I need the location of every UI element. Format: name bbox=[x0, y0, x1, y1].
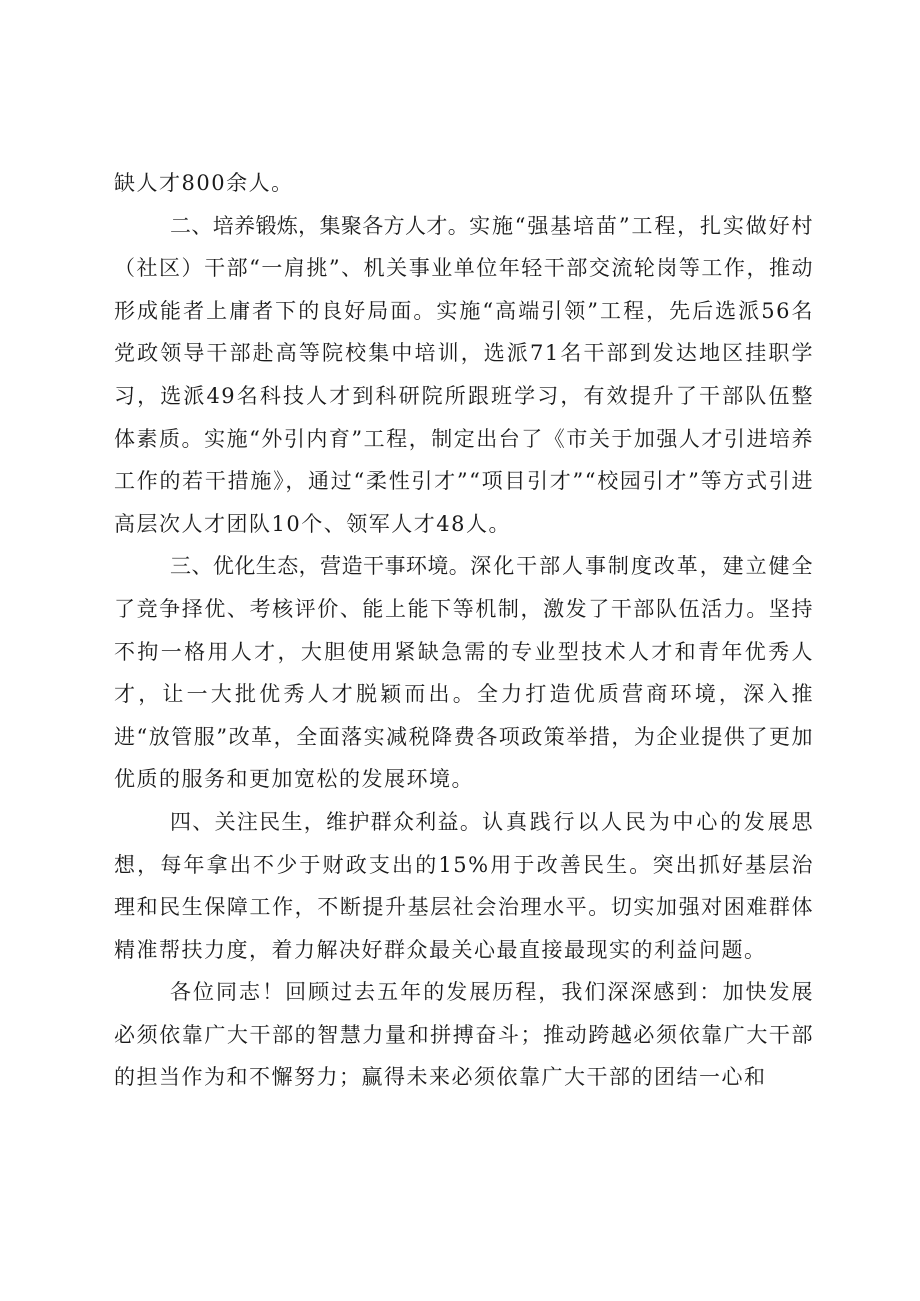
paragraph-text: 各位同志！回顾过去五年的发展历程，我们深深感到：加快发展必须依靠广大干部的智慧力量和拼搏奋斗；推动跨越必须依靠广大干部的担当作为和不懈努力；赢得未来必须依靠广大干部的团结一心和 bbox=[114, 980, 814, 1090]
paragraph-section-2 bbox=[114, 205, 814, 546]
paragraph-text: 认真践行以人民为中心的发展思想，每年拿出不少于财政支出的15%用于改善民生。突出抓好基层治理和民生保障工作，不断提升基层社会治理水平。切实加强对困难群体精准帮扶力度，着力解决好群众最关心最直接最现实的利益问题。 bbox=[114, 809, 815, 962]
paragraph-continuation bbox=[114, 162, 814, 205]
section-heading: 三、优化生态，营造干事环境。 bbox=[170, 554, 471, 579]
paragraph-text: 实施“强基培苗”工程，扎实做好村（社区）干部“一肩挑”、机关事业单位年轻干部交流轮岗等工作，推动形成能者上庸者下的良好局面。实施“高端引领”工程，先后选派56名党政领导干部赴高等院校集中培训，选派71名干部到发达地区挂职学习，选派49名科技人才到科研院所跟班学习，有效提升了干部队伍整体素质。实施“外引内育”工程，制定出台了《市关于加强人才引进培养工作的若干措施》，通过“柔性引才”“项目引才”“校园引才”等方式引进高层次人才团队10个、领军人才48人。 bbox=[114, 213, 814, 536]
section-heading: 二、培养锻炼，集聚各方人才。 bbox=[170, 213, 470, 238]
paragraph-text: 深化干部人事制度改革，建立健全了竞争择优、考核评价、能上能下等机制，激发了干部队伍活力。坚持不拘一格用人才，大胆使用紧缺急需的专业型技术人才和青年优秀人才，让一大批优秀人才脱颖而出。全力打造优质营商环境，深入推进“放管服”改革，全面落实减税降费各项政策举措，为企业提供了更加优质的服务和更加宽松的发展环境。 bbox=[114, 554, 814, 792]
paragraph-closing bbox=[114, 971, 814, 1099]
body-text bbox=[114, 162, 814, 1099]
paragraph-text: 缺人才800余人。 bbox=[114, 171, 294, 195]
section-heading: 四、关注民生，维护群众利益。 bbox=[170, 809, 483, 834]
paragraph-section-4 bbox=[114, 801, 814, 971]
paragraph-section-3 bbox=[114, 545, 814, 801]
